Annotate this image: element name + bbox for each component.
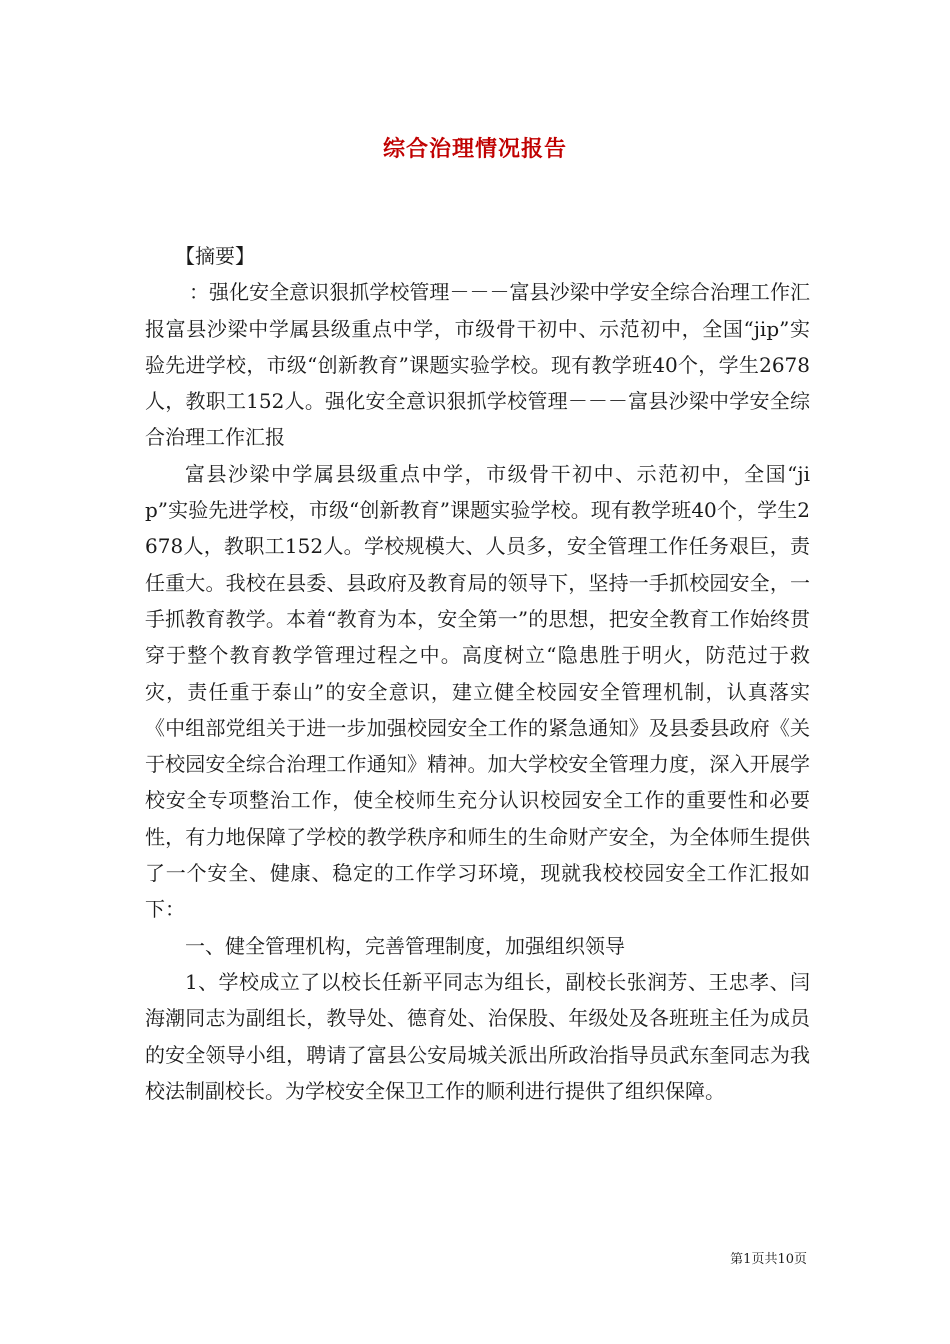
document-body: [145, 238, 810, 1109]
section-heading: 一、健全管理机构，完善管理制度，加强组织领导: [185, 933, 625, 958]
document-title: 综合治理情况报告: [382, 136, 567, 162]
page-number: 第1页共10页: [730, 1252, 807, 1267]
abstract-paragraph: ：强化安全意识狠抓学校管理－－－富县沙梁中学安全综合治理工作汇报富县沙梁中学属县级重点中学，市级骨干初中、示范初中，全国“jip”实验先进学校，市级“创新教育”课题实验学校。现有教学班40个，学生2678人，教职工152人。强化安全意识狠抓学校管理－－－富县沙梁中学安全综合治理工作汇报: [145, 280, 810, 450]
intro-paragraph: 富县沙梁中学属县级重点中学，市级骨干初中、示范初中，全国“jip”实验先进学校，市级“创新教育”课题实验学校。现有教学班40个，学生2678人，教职工152人。学校规模大、人员多，安全管理工作任务艰巨，责任重大。我校在县委、县政府及教育局的领导下，坚持一手抓校园安全，一手抓教育教学。本着“教育为本，安全第一”的思想，把安全教育工作始终贯穿于整个教育教学管理过程之中。高度树立“隐患胜于明火，防范过于救灾，责任重于泰山”的安全意识，建立健全校园安全管理机制，认真落实《中组部党组关于进一步加强校园安全工作的紧急通知》及县委县政府《关于校园安全综合治理工作通知》精神。加大学校安全管理力度，深入开展学校安全专项整治工作，使全校师生充分认识校园安全工作的重要性和必要性，有力地保障了学校的教学秩序和师生的生命财产安全，为全体师生提供了一个安全、健康、稳定的工作学习环境，现就我校校园安全工作汇报如下：: [145, 461, 810, 922]
abstract-label: 【摘要】: [175, 244, 255, 268]
section-paragraph: 1、学校成立了以校长任新平同志为组长，副校长张润芳、王忠孝、闫海潮同志为副组长，教导处、德育处、治保股、年级处及各班班主任为成员的安全领导小组，聘请了富县公安局城关派出所政治指导员武东奎同志为我校法制副校长。为学校安全保卫工作的顺利进行提供了组织保障。: [145, 969, 810, 1103]
